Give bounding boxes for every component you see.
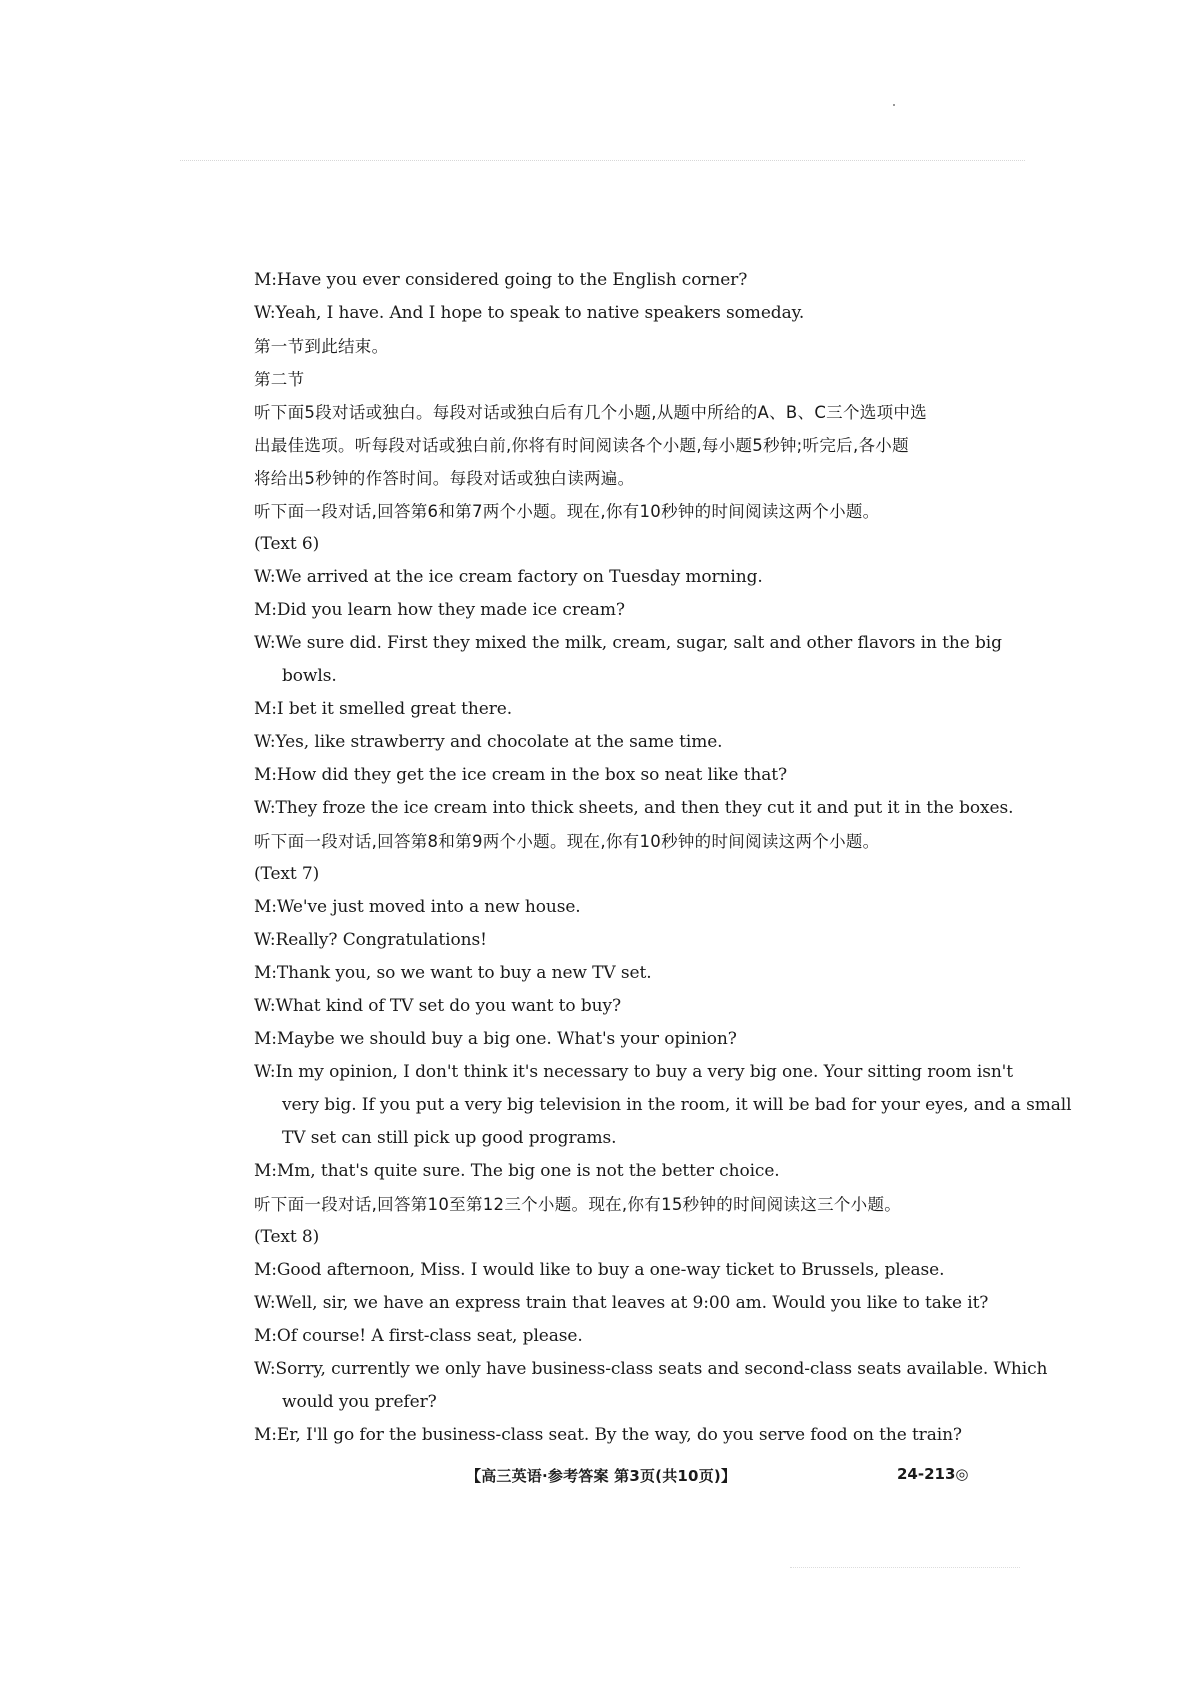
instruction-line: 第一节到此结束。 <box>254 337 389 356</box>
instruction-line: 听下面一段对话,回答第6和第7两个小题。现在,你有10秒钟的时间阅读这两个小题。 <box>254 502 880 521</box>
dialogue-line: M:Thank you, so we want to buy a new TV set. <box>254 963 652 983</box>
dialogue-line: M:How did they get the ice cream in the box so neat like that? <box>254 765 788 785</box>
dialogue-line: W:We arrived at the ice cream factory on Tuesday morning. <box>254 567 763 587</box>
dialogue-line: M:We've just moved into a new house. <box>254 897 581 917</box>
dialogue-line: W:Sorry, currently we only have business-class seats and second-class seats available. Which <box>254 1359 1048 1379</box>
page-footer-title: 【高三英语·参考答案 第3页(共10页)】 <box>466 1467 737 1485</box>
instruction-line: 听下面5段对话或独白。每段对话或独白后有几个小题,从题中所给的A、B、C三个选项中选 <box>254 403 927 422</box>
dialogue-continuation: very big. If you put a very big television in the room, it will be bad for your eyes, and a small <box>282 1095 1072 1115</box>
dialogue-line: M:Did you learn how they made ice cream? <box>254 600 625 620</box>
text-label: (Text 8) <box>254 1227 320 1247</box>
instruction-line: 第二节 <box>254 370 305 389</box>
dialogue-line: M:Maybe we should buy a big one. What's your opinion? <box>254 1029 737 1049</box>
dialogue-line: M:Have you ever considered going to the English corner? <box>254 270 748 290</box>
dialogue-continuation: TV set can still pick up good programs. <box>282 1128 617 1148</box>
text-label: (Text 7) <box>254 864 320 884</box>
instruction-line: 听下面一段对话,回答第8和第9两个小题。现在,你有10秒钟的时间阅读这两个小题。 <box>254 832 880 851</box>
document-body <box>254 264 1072 1452</box>
instruction-line: 将给出5秒钟的作答时间。每段对话或独白读两遍。 <box>254 469 635 488</box>
dialogue-continuation: bowls. <box>282 666 337 686</box>
dialogue-line: M:Er, I'll go for the business-class seat. By the way, do you serve food on the train? <box>254 1425 962 1445</box>
dialogue-line: M:Of course! A first-class seat, please. <box>254 1326 583 1346</box>
dialogue-line: W:They froze the ice cream into thick sheets, and then they cut it and put it in the boxes. <box>254 798 1014 818</box>
dialogue-line: W:We sure did. First they mixed the milk, cream, sugar, salt and other flavors in the big <box>254 633 1002 653</box>
scan-border-top <box>180 160 1025 161</box>
instruction-line: 听下面一段对话,回答第10至第12三个小题。现在,你有15秒钟的时间阅读这三个小题。 <box>254 1195 902 1214</box>
dialogue-line: W:What kind of TV set do you want to buy? <box>254 996 621 1016</box>
dialogue-line: W:In my opinion, I don't think it's necessary to buy a very big one. Your sitting room isn't <box>254 1062 1013 1082</box>
page-footer-code: 24-213◎ <box>897 1465 969 1483</box>
dialogue-line: W:Well, sir, we have an express train that leaves at 9:00 am. Would you like to take it? <box>254 1293 989 1313</box>
scan-border-bottom <box>790 1567 1020 1568</box>
text-label: (Text 6) <box>254 534 320 554</box>
dialogue-line: M:Mm, that's quite sure. The big one is not the better choice. <box>254 1161 780 1181</box>
dialogue-continuation: would you prefer? <box>282 1392 437 1412</box>
dialogue-line: M:I bet it smelled great there. <box>254 699 513 719</box>
dialogue-line: W:Yeah, I have. And I hope to speak to native speakers someday. <box>254 303 805 323</box>
dialogue-line: W:Really? Congratulations! <box>254 930 487 950</box>
instruction-line: 出最佳选项。听每段对话或独白前,你将有时间阅读各个小题,每小题5秒钟;听完后,各小题 <box>254 436 909 455</box>
scan-speck <box>893 104 895 106</box>
dialogue-line: W:Yes, like strawberry and chocolate at the same time. <box>254 732 723 752</box>
dialogue-line: M:Good afternoon, Miss. I would like to buy a one-way ticket to Brussels, please. <box>254 1260 945 1280</box>
